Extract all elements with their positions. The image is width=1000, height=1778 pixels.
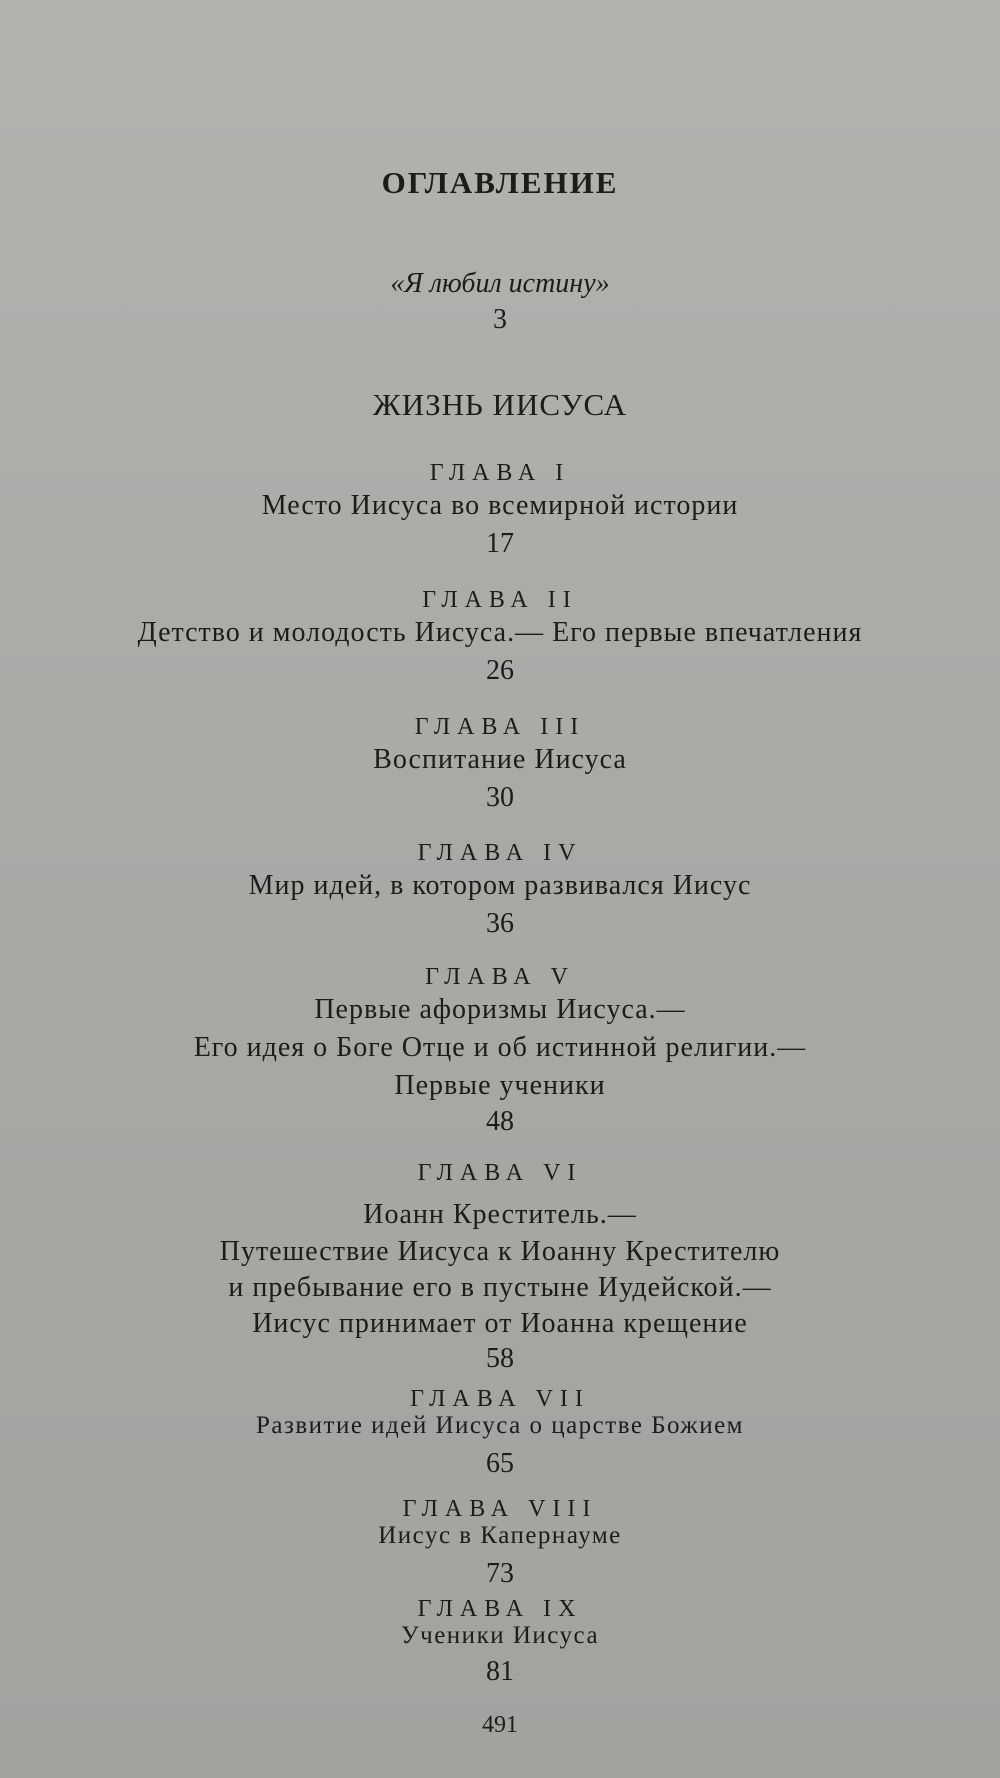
chapter-title-line: Иисус принимает от Иоанна крещение — [252, 1308, 748, 1339]
chapter-title-line: Детство и молодость Иисуса.— Его первые впечатления — [137, 617, 863, 648]
chapter-page: 48 — [486, 1106, 514, 1137]
chapter-label: ГЛАВА II — [422, 587, 578, 613]
chapter-label: ГЛАВА V — [425, 964, 575, 990]
chapter-label: ГЛАВА VI — [417, 1160, 583, 1186]
chapter-label: ГЛАВА IV — [417, 840, 583, 866]
chapter-page: 58 — [486, 1343, 514, 1374]
chapter-page: 81 — [486, 1656, 514, 1687]
chapter-label: ГЛАВА VIII — [402, 1496, 598, 1522]
chapter-page: 30 — [486, 782, 514, 813]
section-title: ЖИЗНЬ ИИСУСА — [372, 387, 628, 422]
chapter-page: 17 — [486, 528, 514, 559]
chapter-title-line: Путешествие Иисуса к Иоанну Крестителю — [219, 1236, 781, 1267]
chapter-title-line: Мир идей, в котором развивался Иисус — [248, 870, 752, 901]
chapter-title-line: Развитие идей Иисуса о царстве Божием — [255, 1412, 745, 1439]
epigraph-page: 3 — [493, 304, 507, 335]
chapter-label: ГЛАВА I — [429, 460, 571, 486]
chapter-label: ГЛАВА IX — [417, 1596, 583, 1622]
epigraph-title: «Я любил истину» — [390, 268, 610, 299]
chapter-page: 36 — [486, 908, 514, 939]
chapter-label: ГЛАВА VII — [410, 1386, 590, 1412]
chapter-title-line: Воспитание Иисуса — [373, 744, 627, 775]
chapter-page: 73 — [486, 1558, 514, 1589]
chapter-title-line: Место Иисуса во всемирной истории — [261, 490, 739, 521]
chapter-title-line: Первые афоризмы Иисуса.— — [314, 994, 686, 1025]
chapter-title-line: Иисус в Капернауме — [378, 1522, 622, 1549]
toc-heading: ОГЛАВЛЕНИЕ — [381, 165, 619, 200]
chapter-title-line: Ученики Иисуса — [400, 1622, 600, 1649]
chapter-label: ГЛАВА III — [414, 714, 586, 740]
chapter-page: 65 — [486, 1448, 514, 1479]
footer-page-number: 491 — [482, 1712, 518, 1738]
chapter-title-line: и пребывание его в пустыне Иудейской.— — [228, 1272, 772, 1303]
chapter-page: 26 — [486, 655, 514, 686]
chapter-title-line: Первые ученики — [394, 1070, 606, 1101]
chapter-title-line: Иоанн Креститель.— — [363, 1199, 637, 1230]
chapter-title-line: Его идея о Боге Отце и об истинной религии.— — [193, 1032, 807, 1063]
